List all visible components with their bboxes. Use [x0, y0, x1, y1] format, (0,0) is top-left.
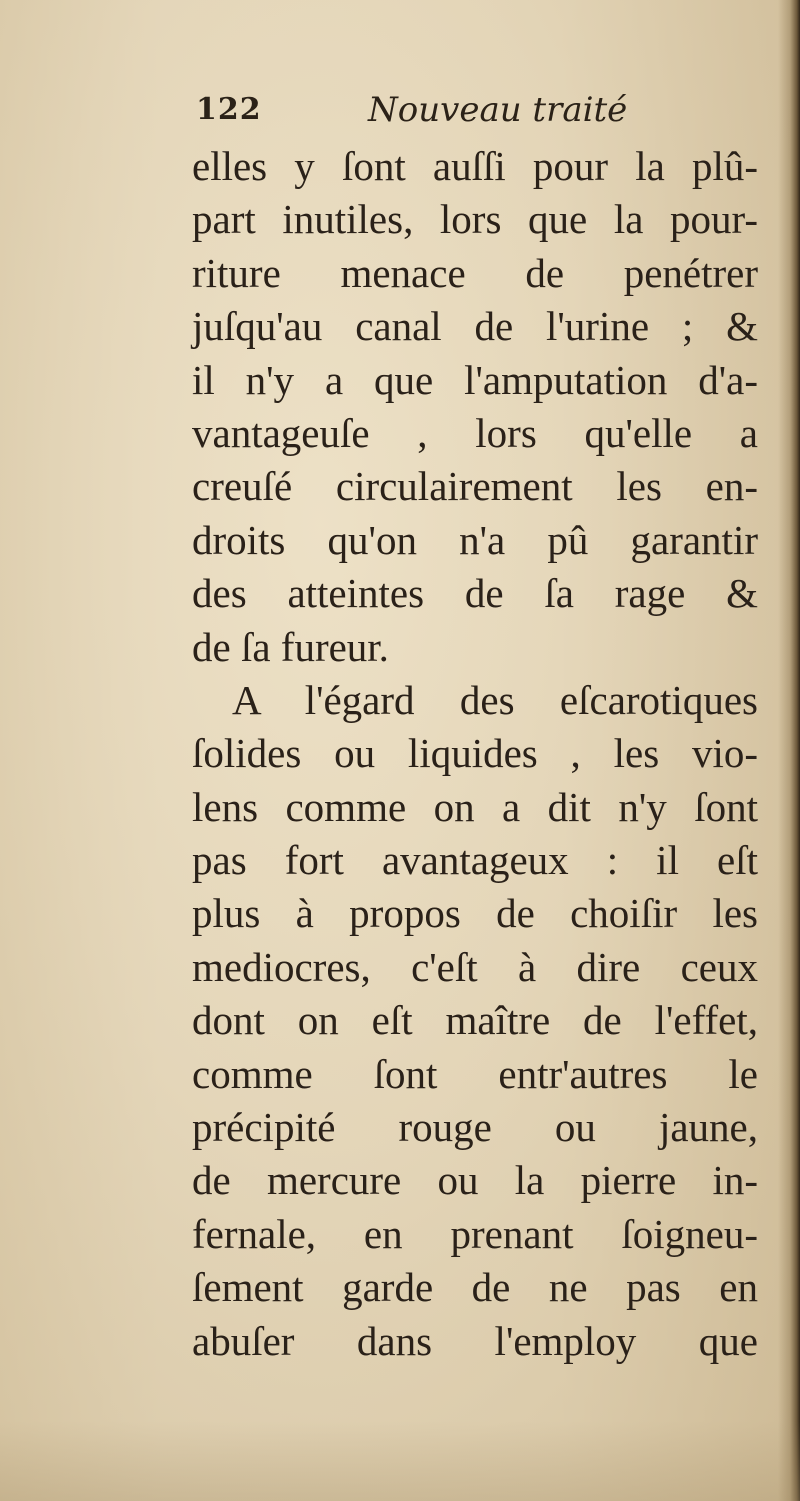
text-line: plus à propos de choiſir les	[192, 890, 758, 937]
text-line: abuſer dans l'employ que	[192, 1317, 758, 1364]
text-line: juſqu'au canal de l'urine ; &	[192, 303, 758, 350]
text-line: de ſa fureur.	[192, 623, 389, 670]
text-line: comme ſont entr'autres le	[192, 1050, 758, 1097]
text-line: A l'égard des eſcarotiques	[232, 676, 758, 723]
text-line: de mercure ou la pierre in-	[192, 1157, 758, 1204]
page-edge-shadow	[0, 1421, 800, 1501]
page-header	[196, 92, 686, 136]
page-gutter	[778, 0, 800, 1501]
text-line: fernale, en prenant ſoigneu-	[192, 1210, 758, 1257]
text-line: dont on eſt maître de l'effet,	[192, 997, 758, 1044]
text-line: ſement garde de ne pas en	[192, 1264, 758, 1311]
page-number: 122	[196, 92, 262, 127]
text-line: précipité rouge ou jaune,	[192, 1104, 758, 1151]
text-line: pas fort avantageux : il eſt	[192, 837, 758, 884]
text-line: creuſé circulairement les en-	[192, 463, 758, 510]
text-line: droits qu'on n'a pû garantir	[192, 516, 758, 563]
text-line: elles y ſont auſſi pour la plû-	[192, 143, 758, 189]
body-text	[192, 140, 758, 1368]
text-line: lens comme on a dit n'y ſont	[192, 783, 758, 830]
text-line: vantageuſe , lors qu'elle a	[192, 409, 758, 456]
text-line: des atteintes de ſa rage &	[192, 570, 758, 617]
text-line: part inutiles, lors que la pour-	[192, 196, 758, 243]
text-line: il n'y a que l'amputation d'a-	[192, 356, 758, 403]
running-title: Nouveau traité	[368, 90, 628, 130]
text-line: mediocres, c'eſt à dire ceux	[192, 943, 758, 990]
text-line: riture menace de penétrer	[192, 249, 758, 296]
text-line: ſolides ou liquides , les vio-	[192, 730, 758, 777]
